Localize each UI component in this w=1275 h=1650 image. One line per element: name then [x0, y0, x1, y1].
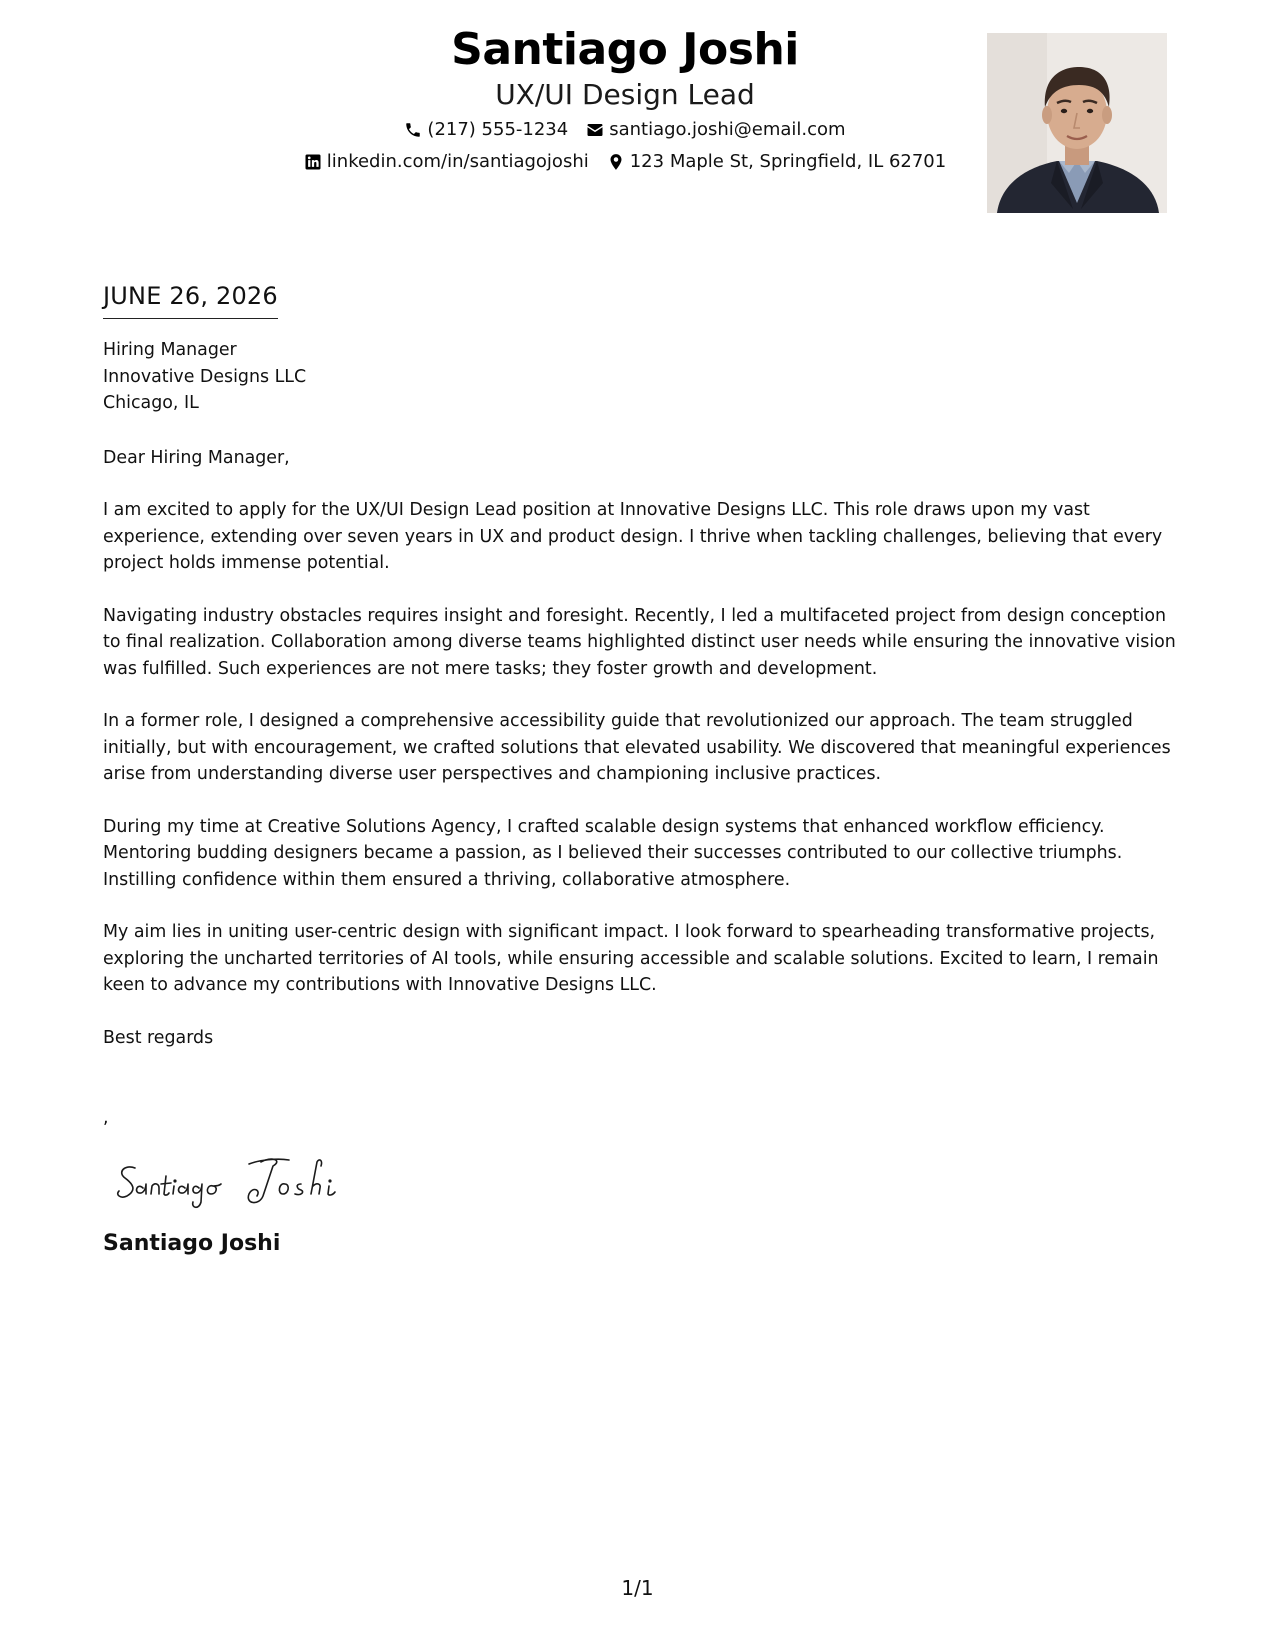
letter-header — [260, 22, 990, 174]
contact-email — [586, 118, 845, 142]
profile-photo — [987, 33, 1167, 213]
recipient-location: Chicago, IL — [103, 393, 199, 413]
closing: Best regards — [103, 1027, 214, 1048]
phone-number: (217) 555-1234 — [427, 119, 569, 140]
recipient-company: Innovative Designs LLC — [103, 366, 307, 387]
letter-date: JUNE 26, 2026 — [103, 280, 278, 319]
envelope-icon — [586, 121, 604, 139]
map-marker-icon — [607, 153, 625, 171]
recipient-title: Hiring Manager — [103, 340, 237, 360]
signed-name: Santiago Joshi — [103, 1230, 281, 1256]
page-number: 1/1 — [621, 1576, 654, 1600]
contact-linkedin — [304, 150, 589, 174]
contact-phone — [404, 118, 568, 142]
contact-row-primary — [260, 118, 990, 142]
linkedin-icon — [304, 153, 322, 171]
paragraph-1: I am excited to apply for the UX/UI Design Lead position at Innovative Designs LLC. This role draws upon my vast experience, extending over seven years in UX and product design. I thrive when tackling challenges, believing that every project holds immense potential. — [103, 500, 1163, 573]
contact-address — [607, 150, 946, 174]
paragraph-2: Navigating industry obstacles requires insight and foresight. Recently, I led a multifaceted project from design conception to final realization. Collaboration among diverse teams highlighted distinct user needs while ensuring the innovative vision was fulfilled. Such experiences are not mere tasks; they foster growth and development. — [103, 605, 1176, 679]
recipient-block — [103, 337, 1178, 417]
portrait-image — [987, 33, 1167, 213]
email-address: santiago.joshi@email.com — [609, 119, 846, 140]
handwritten-signature — [113, 1146, 373, 1216]
street-address: 123 Maple St, Springfield, IL 62701 — [629, 151, 947, 172]
linkedin-url: linkedin.com/in/santiagojoshi — [326, 151, 589, 172]
applicant-title: UX/UI Design Lead — [495, 78, 755, 111]
contact-row-secondary — [260, 150, 990, 174]
salutation: Dear Hiring Manager, — [103, 447, 290, 468]
closing-comma: , — [103, 1108, 109, 1128]
letter-body — [103, 280, 1178, 1258]
paragraph-5: My aim lies in uniting user-centric design with significant impact. I look forward to spearheading transformative projects, exploring the uncharted territories of AI tools, while ensuring accessible and scalable solutions. Excited to learn, I remain keen to advance my contributions with Innovative Designs LLC. — [103, 922, 1159, 995]
phone-icon — [404, 121, 422, 139]
paragraph-4: During my time at Creative Solutions Agency, I crafted scalable design systems that enhanced workflow efficiency. Mentoring budding designers became a passion, as I believed their successes contributed to our collective triumphs. Instilling confidence within them ensured a thriving, collaborative atmosphere. — [103, 816, 1123, 890]
signature-image — [113, 1146, 373, 1216]
applicant-name: Santiago Joshi — [451, 24, 799, 75]
paragraph-3: In a former role, I designed a comprehensive accessibility guide that revolutionized our approach. The team struggled initially, but with encouragement, we crafted solutions that elevated usability. We discovered that meaningful experiences arise from understanding diverse user perspectives and championing inclusive practices. — [103, 711, 1171, 784]
